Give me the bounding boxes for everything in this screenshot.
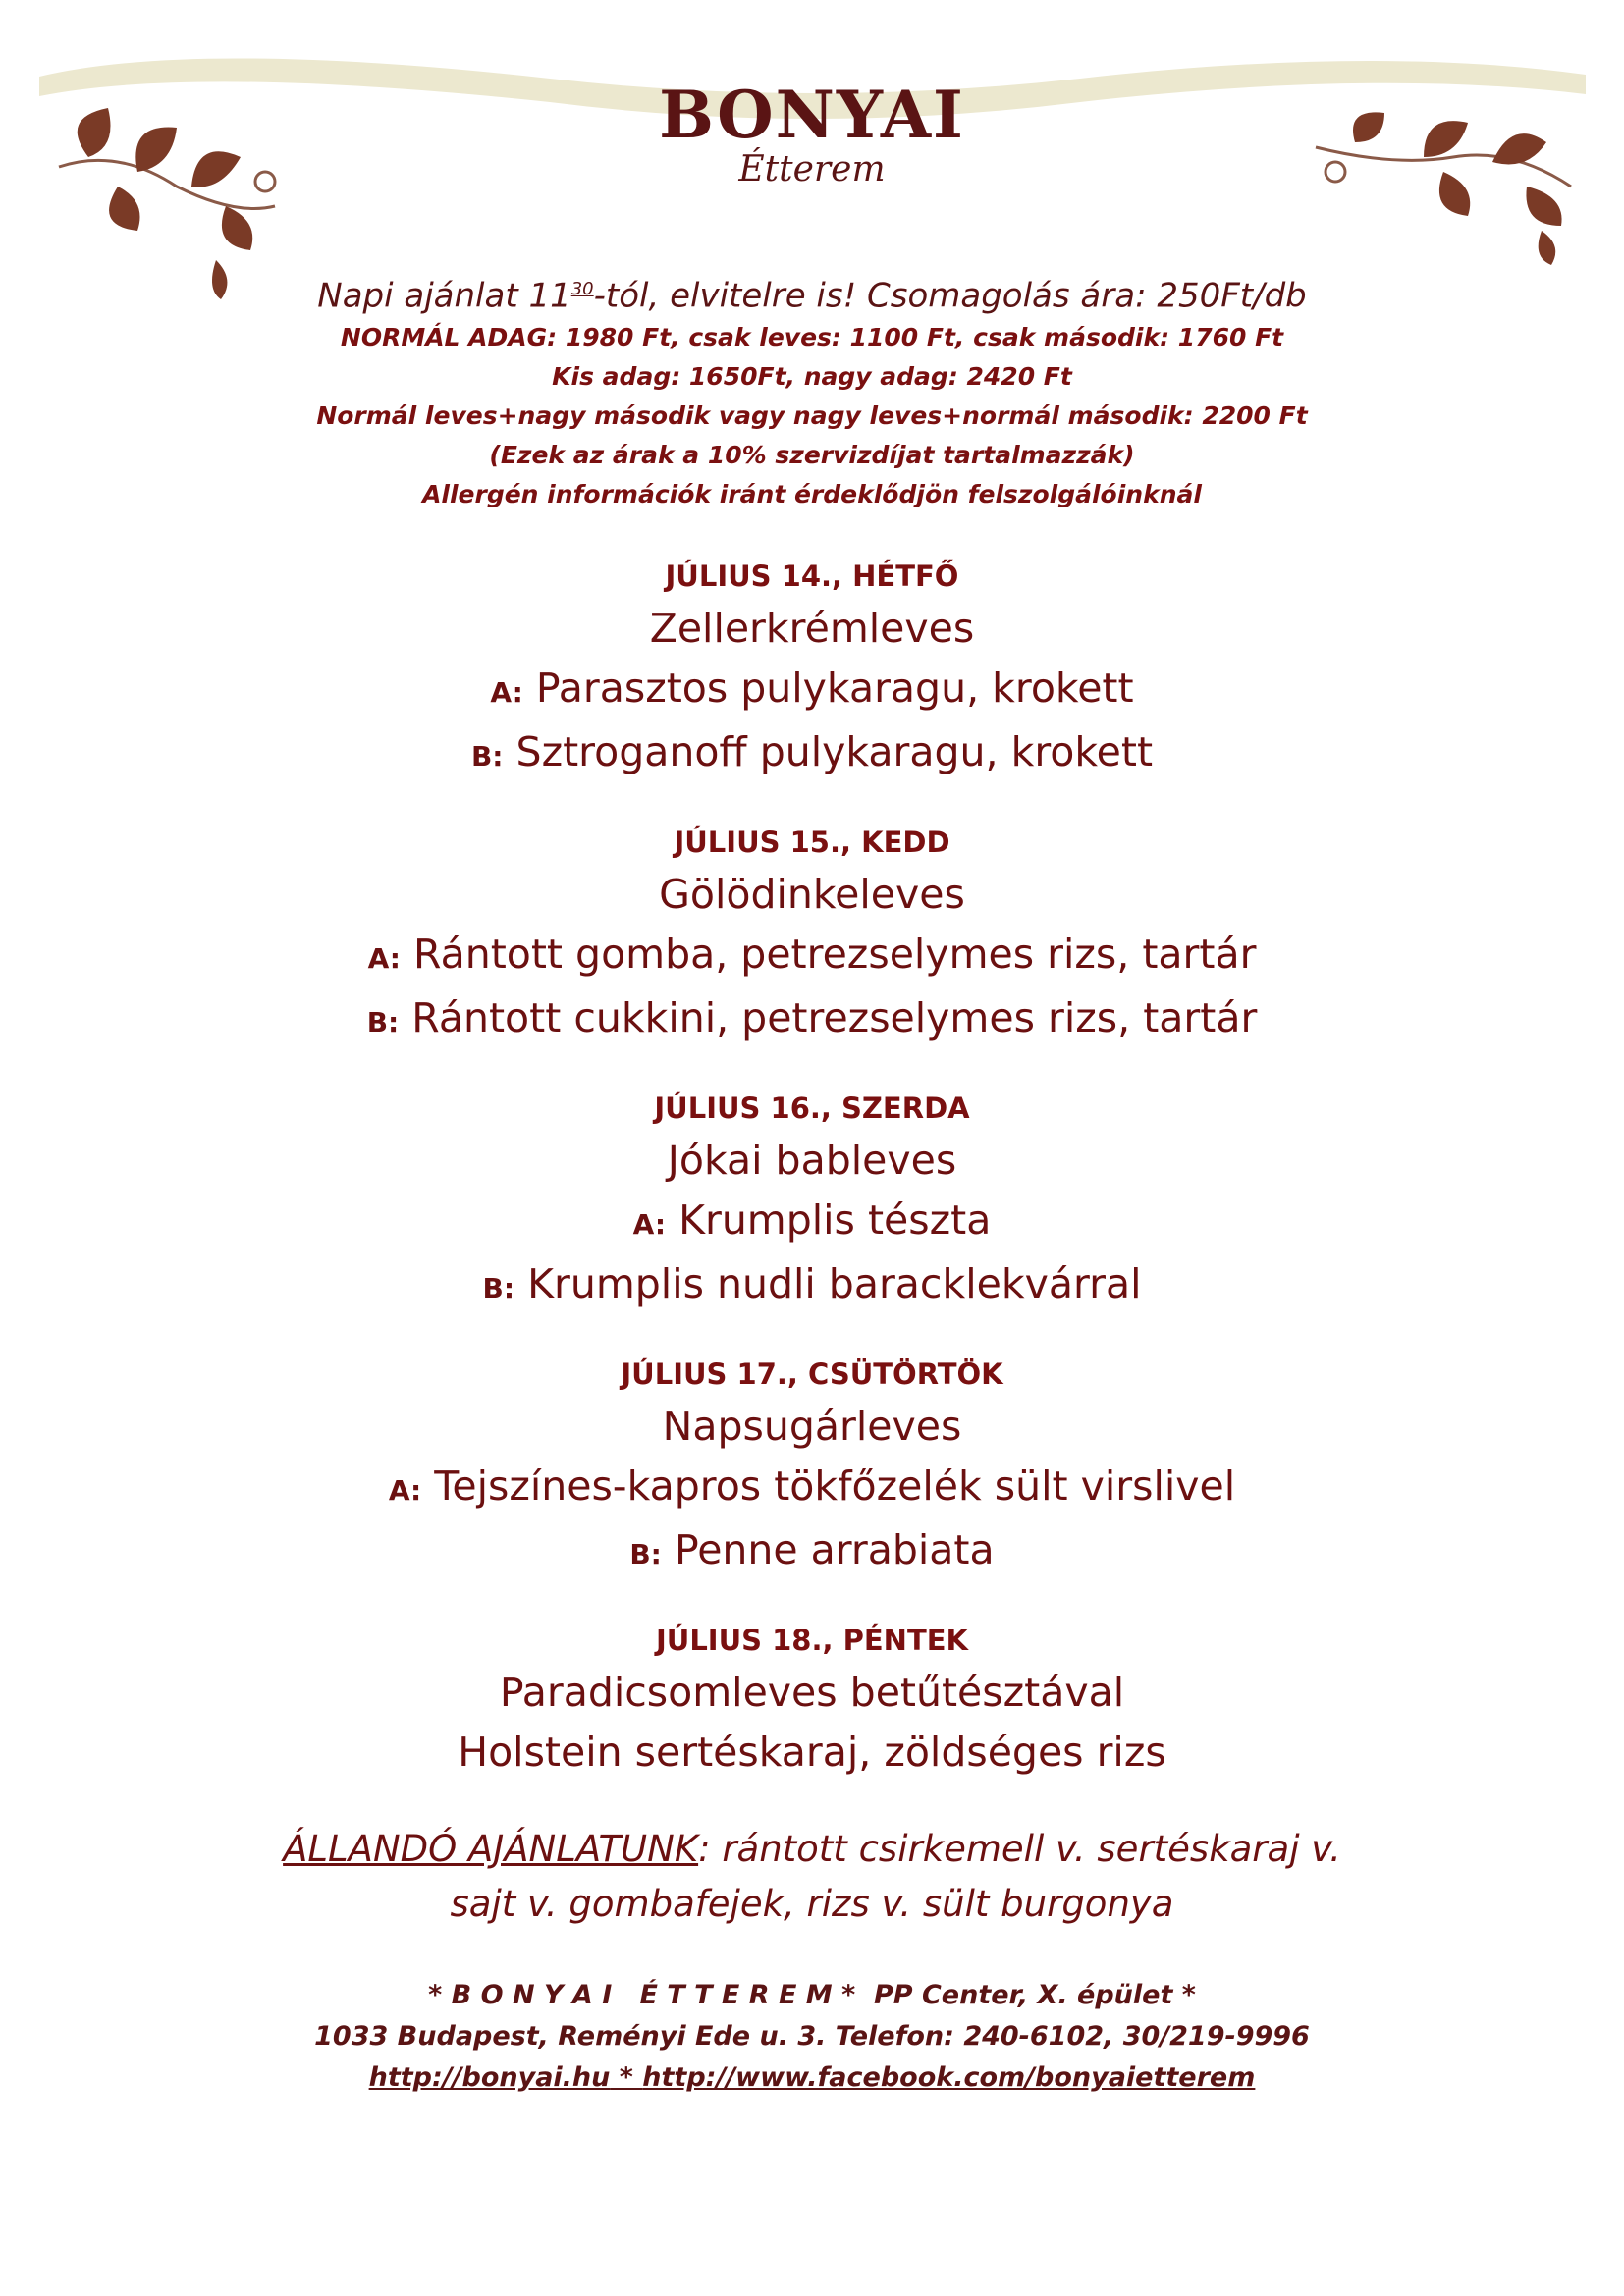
day-menu-tuesday [0, 820, 1624, 1052]
offer-time-sup: 30 [570, 279, 594, 299]
option-b-label: B: [366, 1006, 400, 1040]
option-a [0, 1457, 1624, 1521]
permanent-offer-label: ÁLLANDÓ AJÁNLATUNK [283, 1828, 699, 1871]
price-info-line: Kis adag: 1650Ft, nagy adag: 2420 Ft [552, 362, 1072, 392]
day-title: JÚLIUS 14., HÉTFŐ [665, 560, 959, 594]
price-info-line: NORMÁL ADAG: 1980 Ft, csak leves: 1100 Ft, csak második: 1760 Ft [340, 323, 1284, 352]
soup: Paradicsomleves betűtésztával [499, 1669, 1125, 1717]
option-a [0, 925, 1624, 988]
soup: Jókai bableves [667, 1137, 957, 1185]
footer-address-line-1: * B O N Y A I É T T E R E M * PP Center, X. épület * [428, 1980, 1196, 2011]
option-b-dish: Krumplis nudli baracklekvárral [527, 1260, 1142, 1308]
allergen-info: Allergén információk iránt érdeklődjön felszolgálóinknál [422, 480, 1202, 509]
permanent-offer-line-1 [0, 1822, 1624, 1877]
option-a-label: A: [490, 676, 523, 710]
option-a-dish: Rántott gomba, petrezselymes rizs, tartár [413, 931, 1257, 979]
day-menu-friday [0, 1618, 1624, 1783]
option-b-dish: Rántott cukkini, petrezselymes rizs, tartár [411, 994, 1258, 1042]
main-dish: Holstein sertéskaraj, zöldséges rizs [458, 1729, 1166, 1777]
option-b [0, 722, 1624, 786]
footer-address-line-2: 1033 Budapest, Reményi Ede u. 3. Telefon: 240-6102, 30/219-9996 [314, 2021, 1310, 2053]
option-a [0, 1191, 1624, 1255]
option-b-label: B: [470, 740, 504, 774]
permanent-offer-text-1: : rántott csirkemell v. sertéskaraj v. [698, 1828, 1341, 1871]
footer [0, 1975, 1624, 2099]
option-b-label: B: [629, 1538, 662, 1572]
permanent-offer-text-2: sajt v. gombafejek, rizs v. sült burgonya [450, 1883, 1174, 1926]
offer-prefix: Napi ajánlat 11 [317, 276, 571, 316]
permanent-offer [0, 1822, 1624, 1932]
day-title: JÚLIUS 17., CSÜTÖRTÖK [621, 1358, 1003, 1392]
price-info-line: Normál leves+nagy második vagy nagy leves+normál második: 2200 Ft [316, 401, 1308, 431]
day-title: JÚLIUS 15., KEDD [674, 826, 950, 860]
website-link[interactable]: http://bonyai.hu [368, 2062, 611, 2094]
footer-links [0, 2057, 1624, 2099]
option-a-label: A: [388, 1474, 422, 1508]
day-menu-monday [0, 554, 1624, 786]
soup: Zellerkrémleves [649, 605, 975, 653]
day-menu-wednesday [0, 1086, 1624, 1318]
option-b-dish: Penne arrabiata [674, 1526, 995, 1575]
day-title: JÚLIUS 16., SZERDA [654, 1092, 970, 1126]
soup: Napsugárleves [662, 1403, 962, 1451]
option-a [0, 659, 1624, 722]
option-b [0, 1521, 1624, 1584]
daily-offer [0, 267, 1624, 318]
menu-content [0, 267, 1624, 2099]
day-title: JÚLIUS 18., PÉNTEK [655, 1624, 969, 1658]
option-b [0, 988, 1624, 1052]
option-b-label: B: [482, 1272, 515, 1306]
option-b [0, 1255, 1624, 1318]
option-a-dish: Parasztos pulykaragu, krokett [535, 665, 1134, 713]
brand-name: BONYAI [659, 77, 965, 153]
day-menu-thursday [0, 1352, 1624, 1584]
facebook-link[interactable]: http://www.facebook.com/bonyaietterem [642, 2062, 1256, 2094]
price-info-line: (Ezek az árak a 10% szervizdíjat tartalmazzák) [489, 441, 1135, 470]
option-b-dish: Sztroganoff pulykaragu, krokett [515, 728, 1154, 776]
brand-subtitle: Étterem [738, 149, 886, 189]
offer-suffix: -tól, elvitelre is! Csomagolás ára: 250Ft/db [593, 276, 1307, 316]
option-a-dish: Tejszínes-kapros tökfőzelék sült virslivel [434, 1463, 1236, 1511]
link-separator: * [610, 2062, 643, 2094]
option-a-label: A: [367, 942, 401, 976]
soup: Gölödinkeleves [659, 871, 965, 919]
option-a-label: A: [632, 1208, 667, 1242]
option-a-dish: Krumplis tészta [678, 1197, 992, 1245]
